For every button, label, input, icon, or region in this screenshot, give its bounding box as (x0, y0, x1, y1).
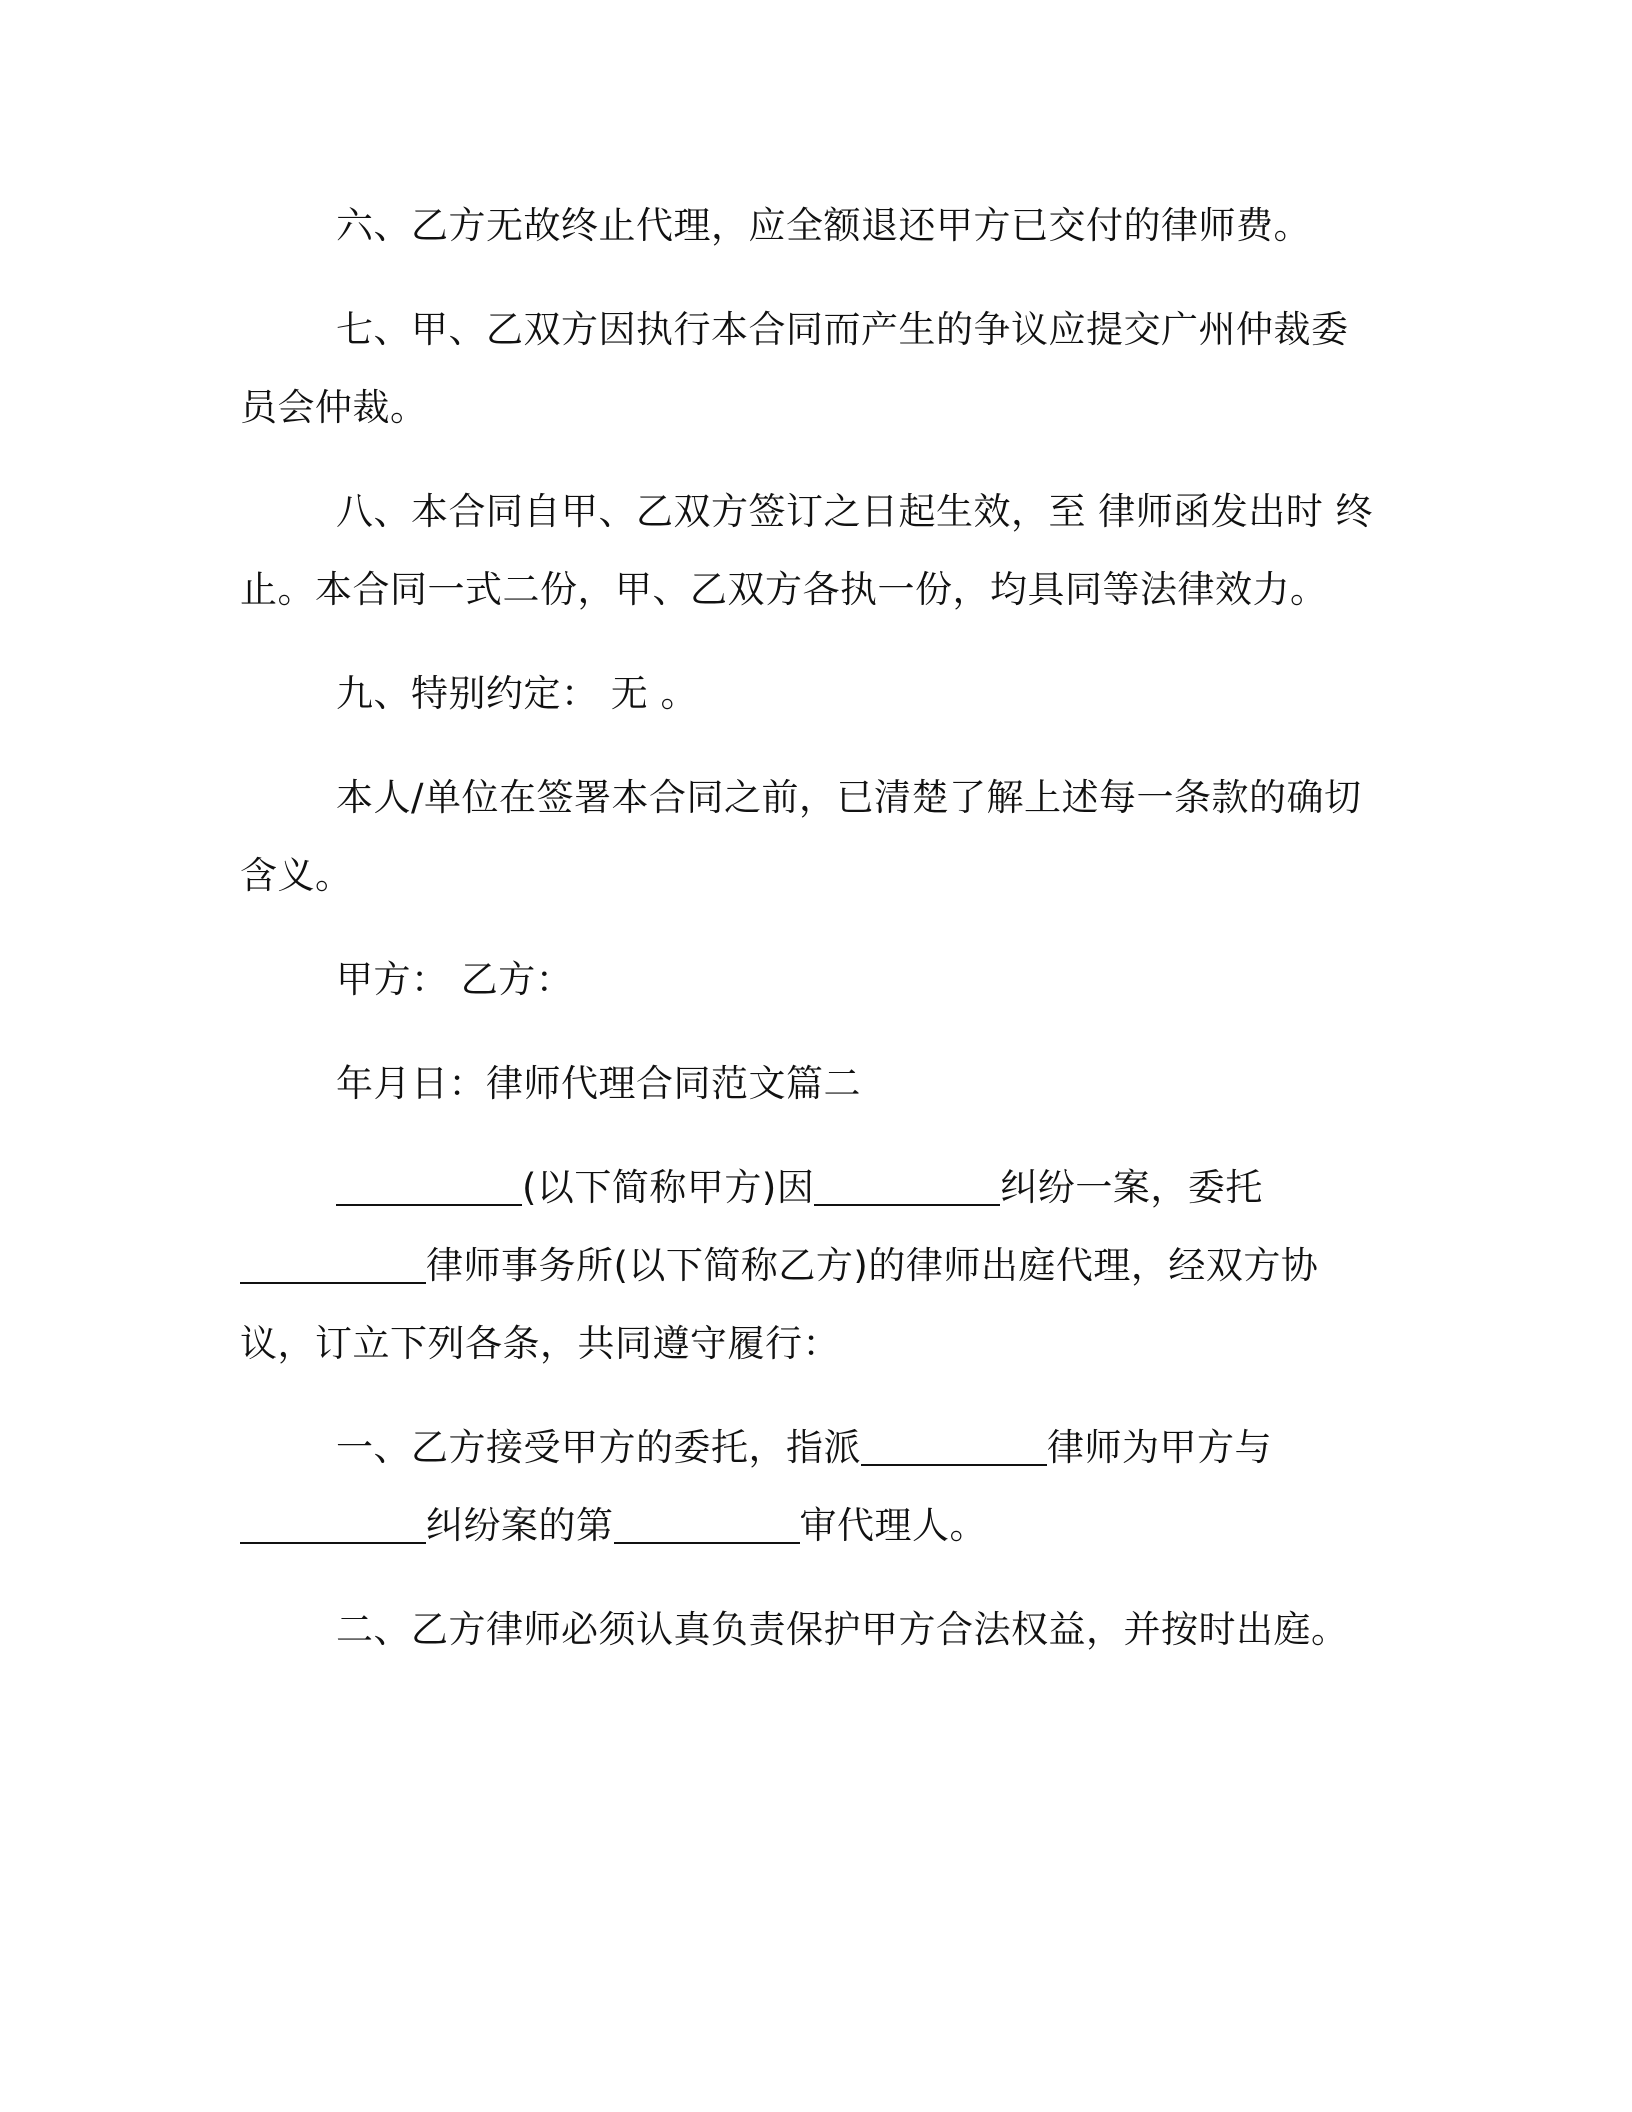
clause-9: 九、特别约定： 无 。 (336, 672, 699, 715)
blank-line (336, 1170, 522, 1206)
contract-preamble (240, 1149, 1385, 1383)
clause-6: 六、乙方无故终止代理，应全额退还甲方已交付的律师费。 (336, 204, 1311, 247)
article-1-text-b: 律师为甲方与 (1047, 1426, 1272, 1469)
date-and-section-title: 年月日：律师代理合同范文篇二 (336, 1062, 861, 1105)
signature-parties: 甲方： 乙方： (336, 958, 574, 1001)
blank-line (240, 1248, 426, 1284)
article-1-text-c: 纠纷案的第 (426, 1504, 614, 1547)
blank-line (861, 1430, 1047, 1466)
blank-line (814, 1170, 1000, 1206)
clause-7: 七、甲、乙双方因执行本合同而产生的争议应提交广州仲裁委员会仲裁。 (240, 308, 1349, 429)
acknowledgement: 本人/单位在签署本合同之前，已清楚了解上述每一条款的确切含义。 (240, 776, 1362, 897)
clause-8: 八、本合同自甲、乙双方签订之日起生效，至 律师函发出时 终止。本合同一式二份，甲、乙双方各执一份，均具同等法律效力。 (240, 490, 1374, 611)
article-1 (240, 1409, 1385, 1565)
article-1-text-d: 审代理人。 (799, 1504, 987, 1547)
preamble-text-c: 律师事务所(以下简称乙方)的律师出庭代理，经双方协议，订立下列各条，共同遵守履行： (240, 1244, 1319, 1365)
blank-line (614, 1508, 800, 1544)
preamble-text-b: 纠纷一案，委托 (1000, 1166, 1263, 1209)
article-2: 二、乙方律师必须认真负责保护甲方合法权益，并按时出庭。 (336, 1608, 1349, 1651)
preamble-text-a: (以下简称甲方)因 (522, 1166, 815, 1209)
document-body (240, 187, 1385, 1695)
article-1-text-a: 一、乙方接受甲方的委托，指派 (336, 1426, 861, 1469)
blank-line (240, 1508, 426, 1544)
